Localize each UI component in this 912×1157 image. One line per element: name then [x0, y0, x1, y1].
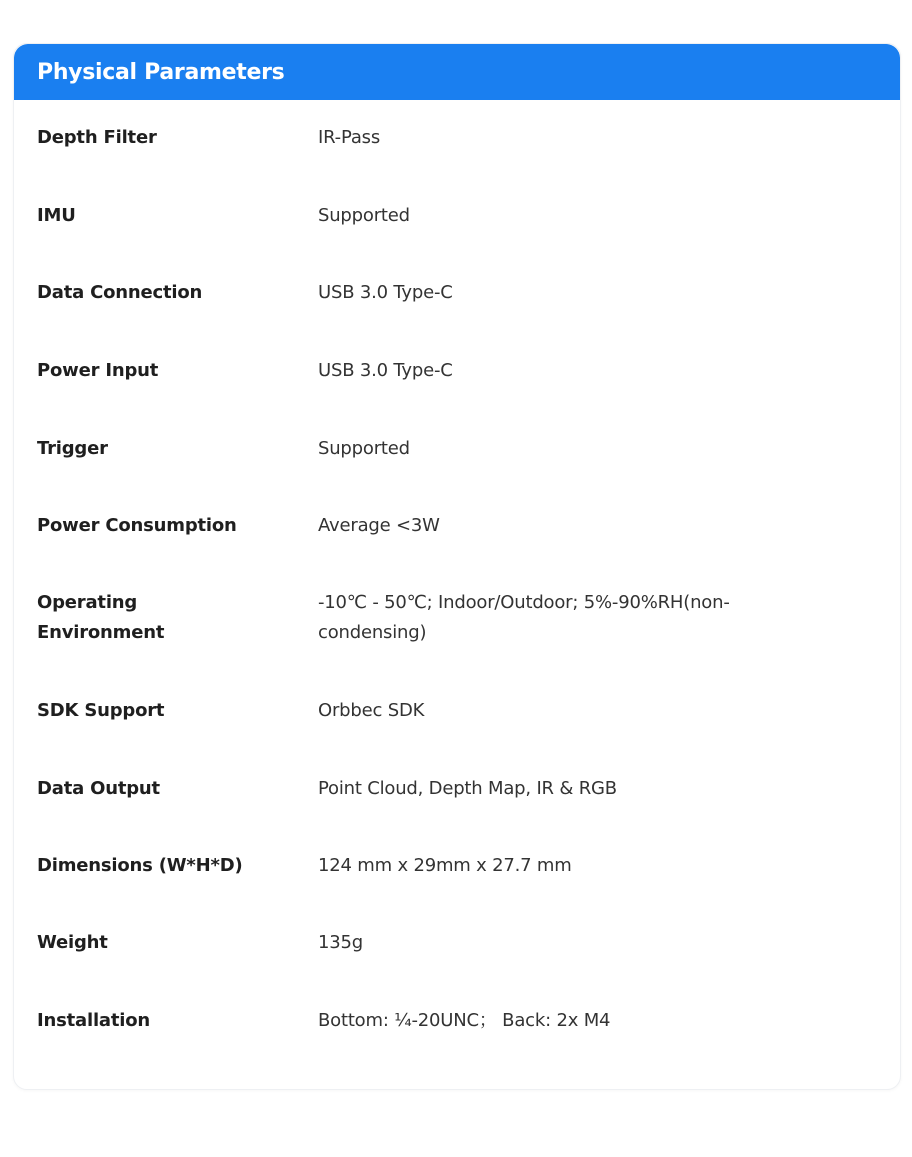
param-row-data-output: [14, 774, 900, 834]
param-row-installation: [14, 1006, 900, 1066]
param-value: Average <3W: [318, 515, 440, 536]
physical-parameters-card: [13, 43, 901, 1090]
param-value: IR-Pass: [318, 127, 381, 148]
param-value: USB 3.0 Type-C: [318, 282, 453, 303]
param-label: Trigger: [37, 438, 108, 459]
param-label: Data Output: [37, 778, 160, 799]
card-title: Physical Parameters: [37, 59, 285, 85]
param-label: Weight: [37, 932, 108, 953]
param-row-data-connection: [14, 278, 900, 338]
param-value: -10℃ - 50℃; Indoor/Outdoor; 5%-90%RH(non-condensing): [318, 592, 730, 643]
param-label: Power Consumption: [37, 515, 237, 536]
param-value: 124 mm x 29mm x 27.7 mm: [318, 855, 572, 876]
param-value: Supported: [318, 205, 410, 226]
param-row-weight: [14, 928, 900, 988]
param-row-depth-filter: [14, 123, 900, 183]
card-header: [14, 44, 900, 100]
param-value: USB 3.0 Type-C: [318, 360, 453, 381]
param-label: Depth Filter: [37, 127, 157, 148]
param-row-imu: [14, 201, 900, 261]
param-row-sdk-support: [14, 696, 900, 756]
param-row-dimensions: [14, 851, 900, 911]
param-value: Point Cloud, Depth Map, IR & RGB: [318, 778, 617, 799]
param-row-power-input: [14, 356, 900, 416]
param-label: SDK Support: [37, 700, 165, 721]
param-row-trigger: [14, 434, 900, 494]
param-label: Power Input: [37, 360, 159, 381]
param-value: Bottom: ¼-20UNC； Back: 2x M4: [318, 1010, 611, 1031]
param-value: Supported: [318, 438, 410, 459]
param-label: Dimensions (W*H*D): [37, 855, 243, 876]
param-value: Orbbec SDK: [318, 700, 425, 721]
param-row-power-consumption: [14, 511, 900, 571]
param-label: Operating Environment: [37, 592, 165, 643]
param-value: 135g: [318, 932, 363, 953]
param-label: IMU: [37, 205, 76, 226]
param-label: Data Connection: [37, 282, 203, 303]
param-label: Installation: [37, 1010, 151, 1031]
param-row-operating-environment: [14, 588, 900, 648]
